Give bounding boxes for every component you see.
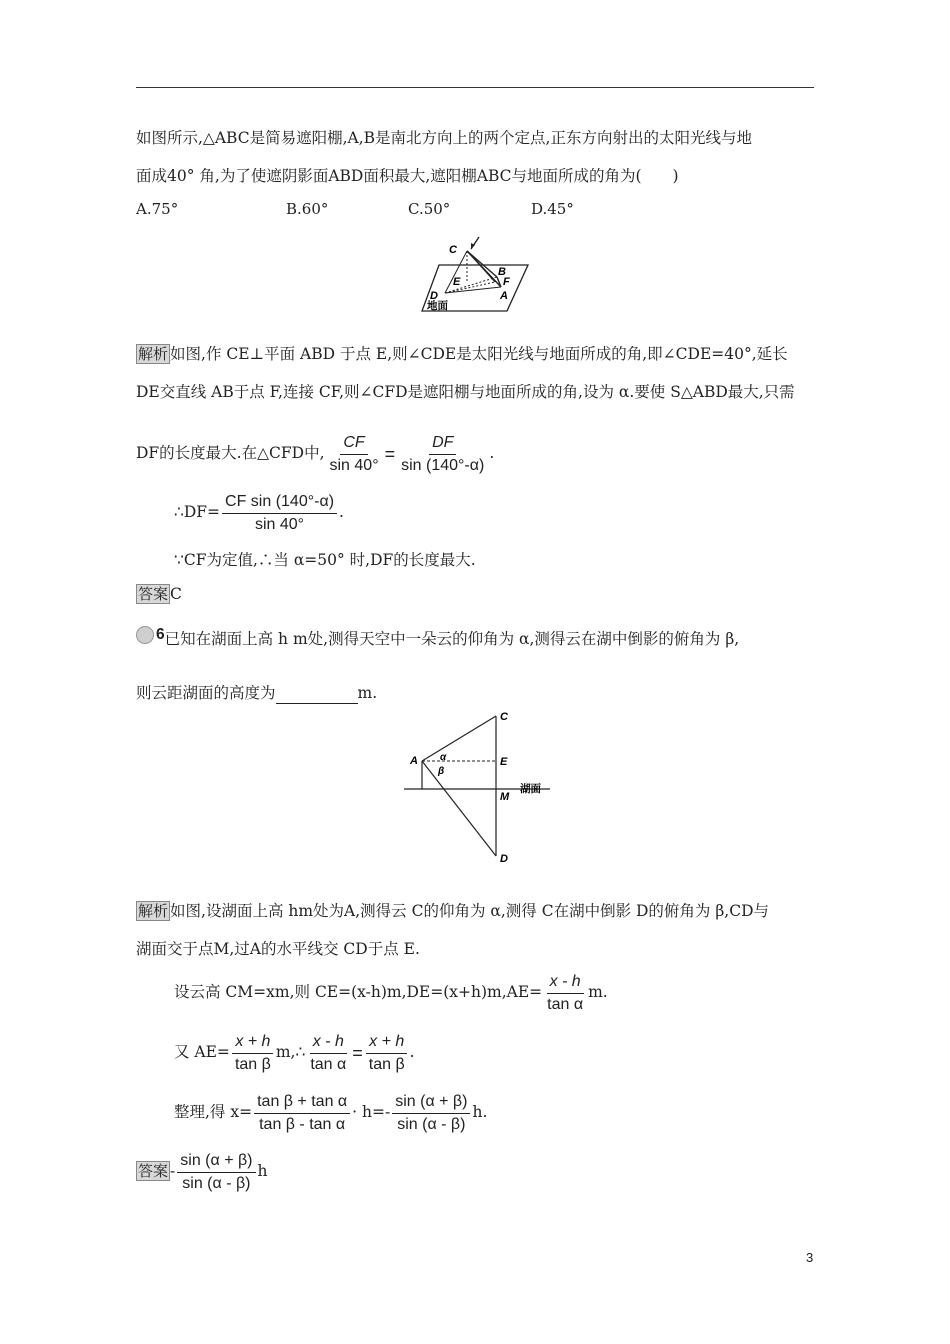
fraction: $\frac{x - h}{\text{tan α}}$ bbox=[547, 972, 584, 1013]
label-ground: 地面 bbox=[427, 300, 448, 312]
q6-solution-line5: 整理,得 x= $\frac{\text{tan β + tan α}}{\text{tan β - tan α}}$ · h=- $\frac{\sin (\alpha + \beta)}{\sin (\alpha - \beta)}$ h. bbox=[174, 1092, 488, 1133]
fraction: $\frac{CF}{\sin 40^\circ}$ bbox=[329, 433, 379, 474]
label-d: D bbox=[430, 290, 438, 302]
label-f: F bbox=[503, 276, 510, 288]
label-c: C bbox=[500, 711, 508, 723]
fraction: $\frac{\sin (\alpha + \beta)}{\sin (\alpha - \beta)}$ bbox=[177, 1151, 255, 1194]
edge-cf bbox=[467, 251, 495, 282]
option-d: D.45° bbox=[531, 200, 574, 218]
answer-blank bbox=[276, 687, 358, 704]
label-lake: 湖面 bbox=[520, 783, 541, 795]
question-marker-icon bbox=[136, 626, 154, 644]
option-b: B.60° bbox=[286, 200, 329, 218]
q6-line1: 6 已知在湖面上高 h m处,测得天空中一朵云的仰角为 α,测得云在湖中倒影的俯角为 β, bbox=[136, 624, 739, 650]
answer-tag: 答案 bbox=[138, 585, 169, 603]
q6-solution-line2: 湖面交于点M,过A的水平线交 CD于点 E. bbox=[136, 940, 420, 958]
option-c: C.50° bbox=[408, 200, 451, 218]
solution-tag: 解析 bbox=[138, 345, 169, 363]
q6-solution-line1: 解析 如图,设湖面上高 hm处为A,测得云 C的仰角为 α,测得 C在湖中倒影 D的俯角为 β,CD与 bbox=[138, 902, 770, 920]
label-b: B bbox=[498, 266, 506, 278]
q6-answer: 答案 - $\frac{\sin (\alpha + \beta)}{\sin (\alpha - \beta)}$ h bbox=[138, 1151, 268, 1192]
option-a: A.75° bbox=[136, 200, 179, 218]
line-ac bbox=[422, 716, 496, 761]
solution-tag: 解析 bbox=[138, 902, 169, 920]
q5-solution-line4: ∴DF= $\frac{\text{CF sin (140°-α)}}{\sin 40^\circ}$ . bbox=[174, 492, 344, 533]
fraction: $\frac{x + h}{\text{tan β}}$ bbox=[232, 1032, 274, 1075]
label-a: A bbox=[410, 755, 418, 767]
q5-solution-line1: 解析 如图,作 CE⊥平面 ABD 于点 E,则∠CDE是太阳光线与地面所成的角,即∠CDE=40°,延长 bbox=[138, 345, 788, 363]
fraction: $\frac{DF}{\sin (140^\circ-\alpha)}$ bbox=[401, 433, 485, 474]
q6-line2: 则云距湖面的高度为 m. bbox=[136, 684, 378, 702]
header-rule bbox=[136, 87, 814, 88]
q5-solution-line2: DE交直线 AB于点 F,连接 CF,则∠CFD是遮阳棚与地面所成的角,设为 α.要使 S△ABD最大,只需 bbox=[136, 383, 795, 401]
q6-solution-line3: 设云高 CM=xm,则 CE=(x-h)m,DE=(x+h)m,AE= $\frac{x - h}{\text{tan α}}$ m. bbox=[174, 972, 608, 1013]
answer-tag: 答案 bbox=[138, 1162, 169, 1180]
fraction: $\frac{\text{tan β + tan α}}{\text{tan β - tan α}}$ bbox=[254, 1092, 350, 1135]
label-d: D bbox=[500, 853, 508, 865]
label-e: E bbox=[453, 276, 461, 288]
q6-solution-line4: 又 AE= $\frac{x + h}{\text{tan β}}$ m,∴ $\frac{x - h}{\text{tan α}}$ = $\frac{x + h}{\text{tan β}}$ . bbox=[174, 1032, 415, 1073]
fraction: $\frac{\sin (\alpha + \beta)}{\sin (\alpha - \beta)}$ bbox=[392, 1092, 470, 1135]
q5-solution-line5: ∵CF为定值,∴当 α=50° 时,DF的长度最大. bbox=[174, 551, 476, 569]
label-m: M bbox=[500, 791, 510, 803]
question-number: 6 bbox=[156, 626, 165, 643]
q5-answer: 答案 C bbox=[138, 585, 182, 603]
line-ad bbox=[422, 761, 496, 856]
label-e: E bbox=[500, 756, 508, 768]
q6-figure bbox=[400, 706, 560, 866]
label-a: A bbox=[500, 290, 508, 302]
fraction: $\frac{x - h}{\text{tan α}}$ bbox=[310, 1032, 347, 1073]
q5-figure bbox=[415, 235, 535, 319]
q5-line2: 面成40° 角,为了使遮阴影面ABD面积最大,遮阳棚ABC与地面所成的角为( ) bbox=[136, 167, 679, 185]
q5-line1: 如图所示,△ABC是简易遮阳棚,A,B是南北方向上的两个定点,正东方向射出的太阳光线与地 bbox=[136, 129, 752, 147]
q5-solution-line3: DF的长度最大.在△CFD中, $\frac{CF}{\sin 40^\circ}$ = $\frac{DF}{\sin (140^\circ-\alpha)}$ . bbox=[136, 433, 495, 474]
label-beta: β bbox=[438, 766, 445, 777]
page-number: 3 bbox=[806, 1250, 814, 1265]
label-alpha: α bbox=[440, 752, 447, 763]
fraction: $\frac{\text{CF sin (140°-α)}}{\sin 40^\circ}$ bbox=[222, 492, 337, 535]
fraction: $\frac{x + h}{\text{tan β}}$ bbox=[366, 1032, 408, 1075]
label-c: C bbox=[449, 244, 457, 256]
